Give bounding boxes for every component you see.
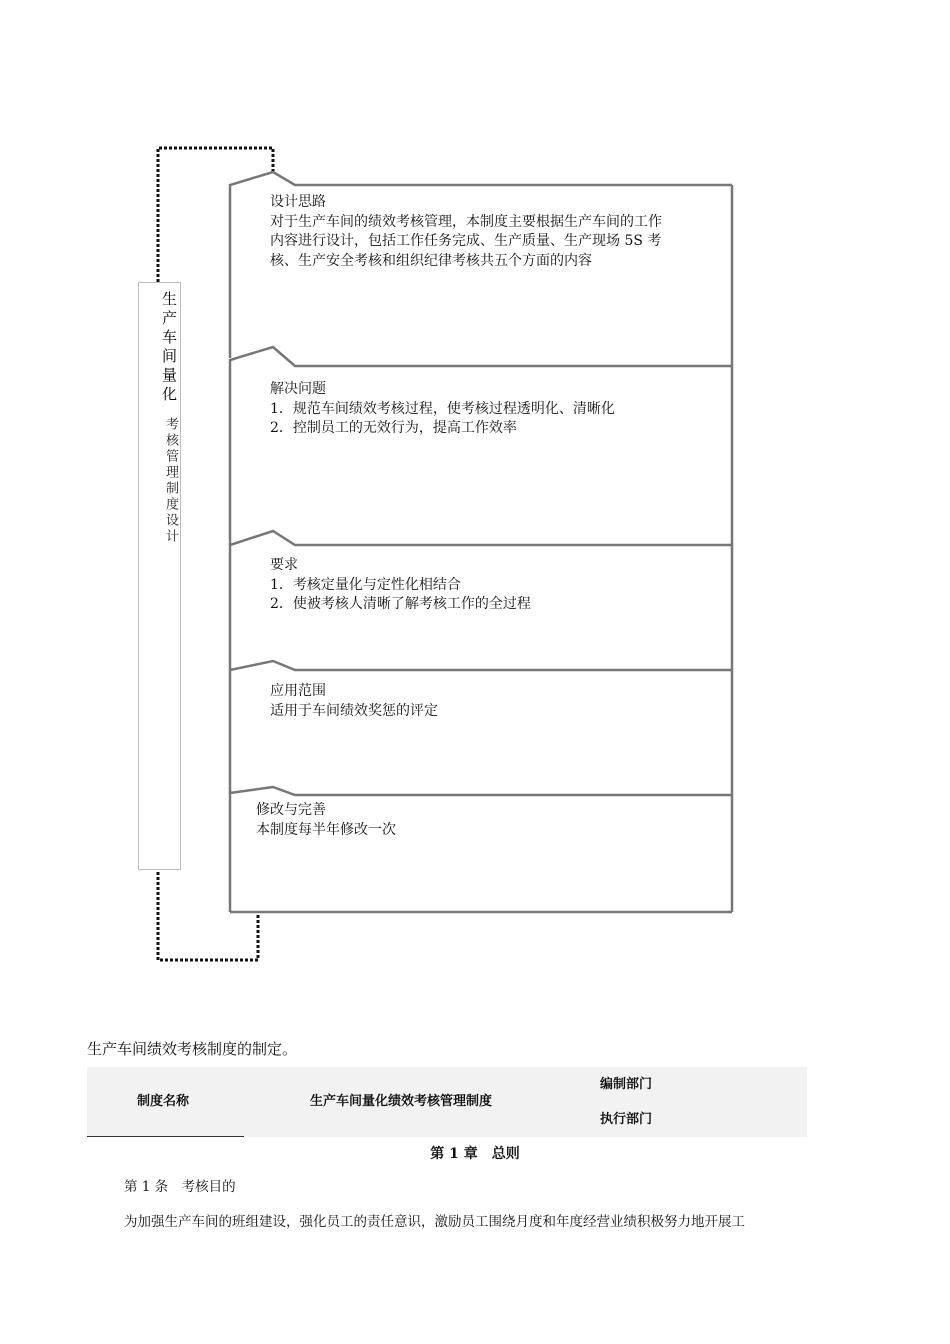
section-line: 本制度每半年修改一次 (256, 821, 396, 838)
section-scope (270, 682, 438, 721)
side-title-sub: 考核管理制度设计 (163, 417, 178, 545)
section-line: 2．使被考核人清晰了解考核工作的全过程 (270, 596, 531, 612)
section-requirements (270, 556, 531, 615)
dashed-bracket-top (158, 148, 273, 282)
article-title: 第 1 条 考核目的 (124, 1179, 236, 1195)
section-frame-2 (230, 347, 732, 545)
section-heading: 设计思路 (270, 194, 326, 210)
section-line: 核、生产安全考核和组织纪律考核共五个方面的内容 (270, 252, 592, 269)
section-heading: 解决问题 (270, 381, 326, 397)
section-design-idea (270, 193, 662, 271)
caption-text: 生产车间绩效考核制度的制定。 (87, 1040, 298, 1058)
side-title-box (138, 282, 181, 870)
section-frame-4 (230, 661, 732, 793)
dashed-bracket-bottom (158, 872, 258, 960)
chapter-title: 第 1 章 总则 (430, 1146, 520, 1162)
section-line: 内容进行设计，包括工作任务完成、生产质量、生产现场 5S 考 (270, 233, 662, 249)
section-revision (256, 801, 396, 840)
section-problems-solved (270, 380, 615, 439)
section-line: 对于生产车间的绩效考核管理，本制度主要根据生产车间的工作 (270, 213, 662, 230)
section-heading: 要求 (270, 557, 298, 573)
name-value: 生产车间量化绩效考核管理制度 (310, 1094, 493, 1109)
section-heading: 应用范围 (270, 683, 326, 699)
section-heading: 修改与完善 (256, 802, 326, 818)
compile-dept-label: 编制部门 (600, 1077, 653, 1092)
section-line: 适用于车间绩效奖惩的评定 (270, 702, 438, 719)
section-line: 1．考核定量化与定性化相结合 (270, 576, 461, 593)
name-label: 制度名称 (137, 1094, 190, 1109)
execute-dept-label: 执行部门 (600, 1112, 653, 1127)
side-title-main: 生产车间量化 (160, 291, 178, 405)
body-paragraph: 为加强生产车间的班组建设，强化员工的责任意识，激励员工围绕月度和年度经营业绩积极努力地开展工 (124, 1214, 745, 1230)
info-table (87, 1067, 807, 1137)
section-line: 2．控制员工的无效行为，提高工作效率 (270, 420, 517, 436)
section-line: 1．规范车间绩效考核过程，使考核过程透明化、清晰化 (270, 400, 615, 417)
divider (87, 1136, 244, 1137)
